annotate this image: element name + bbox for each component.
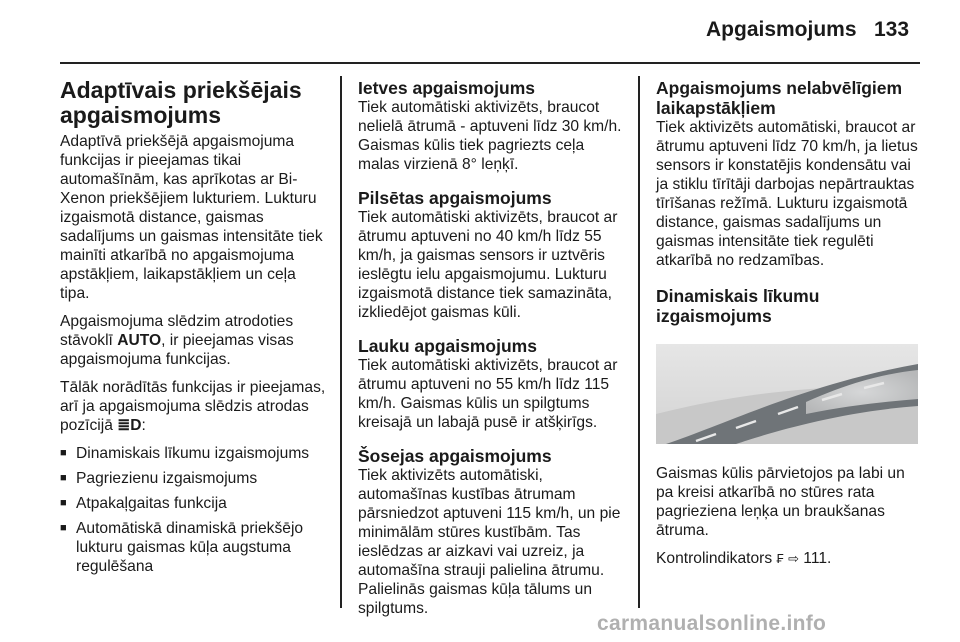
indicator-reference: Kontrolindikators ₣ ⇨ 111.	[656, 550, 832, 567]
page-reference-arrow-icon: ⇨	[788, 551, 799, 566]
header-rule	[60, 62, 920, 64]
column-divider-2	[638, 76, 640, 608]
section-country-lighting	[358, 336, 628, 432]
list-item: ■ Dinamiskais līkumu izgaismojums	[60, 445, 310, 462]
section-title: Lauku apgaismojums	[358, 336, 537, 356]
section-text: Tiek automātiski aktivizēts, braucot ar ātrumu aptuveni no 55 km/h līdz 115 km/h. Gaismas kūlis un spilgtums kreisajā un labajā pusē ir atšķirīgs.	[358, 357, 618, 431]
section-title: Pilsētas apgaismojums	[358, 188, 552, 208]
section-text: Tiek automātiski aktivizēts, braucot nelielā ātrumā - aptuveni līdz 30 km/h. Gaismas kūlis tiek pagriezts ceļa malas virzienā 8° leņķī.	[358, 99, 622, 173]
section-text: Tiek automātiski aktivizēts, braucot ar ātrumu aptuveni no 40 km/h līdz 55 km/h, ja gaismas sensors ir uztvēris ieslēgtu ielu apgaismojumu. Lukturu izgaismotā distance tiek samazināta, izkliedējot gaismas kūli.	[358, 209, 618, 321]
column-3	[656, 78, 924, 577]
page-number: 133	[874, 18, 910, 41]
section-highway-lighting	[358, 446, 628, 618]
function-list	[60, 444, 328, 576]
paragraph-intro: Adaptīvā priekšējā apgaismojuma funkcijas ir pieejamas tikai automašīnām, kas aprīkotas ar Bi-Xenon priekšējiem lukturiem. Lukturu izgaismotā distance, gaismas sadalījums un gaismas intensitāte tiek mainīti atkarībā no apgaismojuma apstākļiem, laikapstākļiem un ceļa tipa.	[60, 133, 323, 302]
list-item: ■ Automātiskā dinamiskā priekšējo lukturu gaismas kūļa augstuma regulēšana	[60, 520, 304, 575]
headlight-symbol: ≣D	[117, 417, 142, 434]
list-item: ■ Atpakaļgaitas funkcija	[60, 495, 227, 512]
section-text-curve-lighting: Gaismas kūlis pārvietojos pa labi un pa kreisi atkarībā no stūres rata pagrieziena leņķa un braukšanas ātruma.	[656, 465, 905, 539]
section-title: Šosejas apgaismojums	[358, 446, 552, 466]
section-title-bad-weather: Apgaismojums nelabvēlīgiem laikapstākļiem	[656, 78, 903, 118]
bullet-icon: ■	[60, 522, 67, 534]
section-title: Ietves apgaismojums	[358, 78, 536, 98]
paragraph-position: Tālāk norādītās funkcijas ir pieejamas, arī ja apgaismojuma slēdzis atrodas pozīcijā ≣D:	[60, 379, 326, 434]
bullet-icon: ■	[60, 472, 67, 484]
column-2	[358, 78, 628, 632]
section-sidewalk-lighting	[358, 78, 628, 174]
list-item: ■ Pagriezienu izgaismojums	[60, 470, 258, 487]
curve-lighting-illustration	[656, 344, 918, 444]
auto-label: AUTO	[117, 332, 162, 349]
column-divider-1	[340, 76, 342, 608]
bullet-icon: ■	[60, 497, 67, 509]
watermark: carmanualsonline.info	[597, 612, 827, 635]
page-header-title: Apgaismojums	[706, 18, 857, 41]
section-city-lighting	[358, 188, 628, 322]
column-1	[60, 78, 328, 582]
section-text: Tiek aktivizēts automātiski, automašīnas kustības ātrumam pārsniedzot aptuveni 115 km/h, un pie minimālām stūres kustībām. Tas ieslēdzas ar aizkavi vai uzreiz, ja automašīna strauji palielina ātrumu. Palielinās gaismas kūļa tālums un spilgtums.	[358, 467, 621, 617]
indicator-lamp-icon: ₣	[776, 551, 784, 566]
section-text-bad-weather: Tiek aktivizēts automātiski, braucot ar ātrumu aptuveni līdz 70 km/h, ja lietus sensors ir konstatējis kondensātu vai ja stiklu tīrītāji darbojas nepārtrauktas tīrīšanas režīmā. Lukturu izgaismotā distance, gaismas sadalījums un gaismas intensitāte tiek regulēti atkarībā no redzamības.	[656, 119, 918, 269]
section-heading-adaptive: Adaptīvais priekšējais apgaismojums	[60, 77, 302, 128]
bullet-icon: ■	[60, 447, 67, 459]
section-title-curve-lighting: Dinamiskais līkumu izgaismojums	[656, 286, 820, 326]
paragraph-auto: Apgaismojuma slēdzim atrodoties stāvoklī AUTO, ir pieejamas visas apgaismojuma funkcijas.	[60, 313, 294, 368]
